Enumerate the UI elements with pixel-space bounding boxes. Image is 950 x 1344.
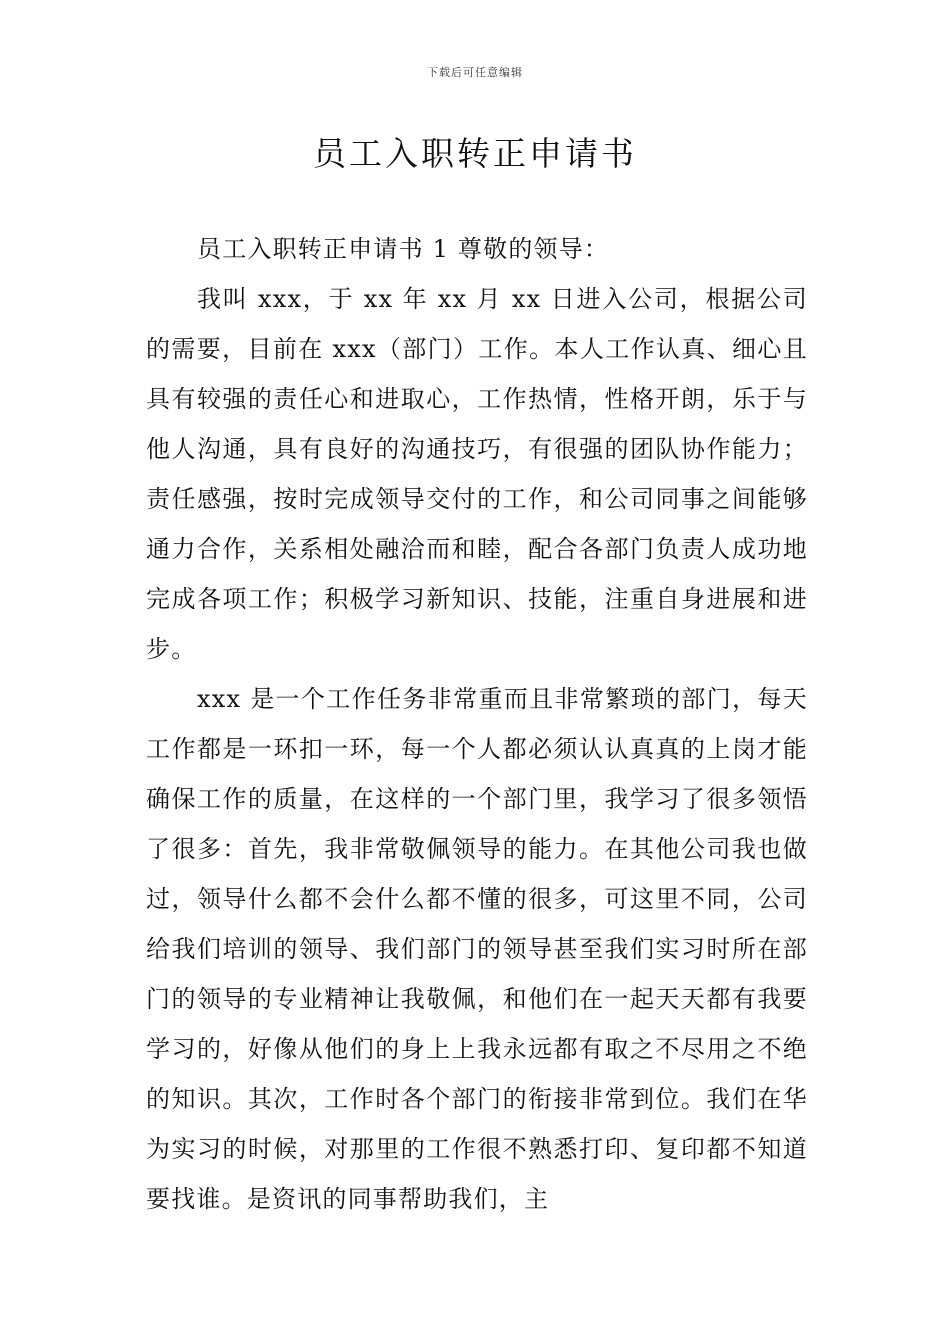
document-title: 员工入职转正申请书 [313,134,637,173]
document-body [146,224,808,1224]
paragraph-salutation: 员工入职转正申请书 1 尊敬的领导： [197,235,610,263]
paragraph-introduction: 我叫 xxx，于 xx 年 xx 月 xx 日进入公司，根据公司的需要，目前在 xxx（部门）工作。本人工作认真、细心且具有较强的责任心和进取心，工作热情，性格开朗，乐于与他人沟通，具有良好的沟通技巧，有很强的团队协作能力；责任感强，按时完成领导交付的工作，和公司同事之间能够通力合作，关系相处融洽而和睦，配合各部门负责人成功地完成各项工作；积极学习新知识、技能，注重自身进展和进步。 [146,285,808,663]
paragraph-department: xxx 是一个工作任务非常重而且非常繁琐的部门，每天工作都是一环扣一环，每一个人都必须认认真真的上岗才能确保工作的质量，在这样的一个部门里，我学习了很多领悟了很多：首先，我非常敬佩领导的能力。在其他公司我也做过，领导什么都不会什么都不懂的很多，可这里不同，公司给我们培训的领导、我们部门的领导甚至我们实习时所在部门的领导的专业精神让我敬佩，和他们在一起天天都有我要学习的，好像从他们的身上上我永远都有取之不尽用之不绝的知识。其次，工作时各个部门的衔接非常到位。我们在华为实习的时候，对那里的工作很不熟悉打印、复印都不知道要找谁。是资讯的同事帮助我们，主 [146,685,808,1213]
header-note: 下载后可任意编辑 [427,66,523,79]
